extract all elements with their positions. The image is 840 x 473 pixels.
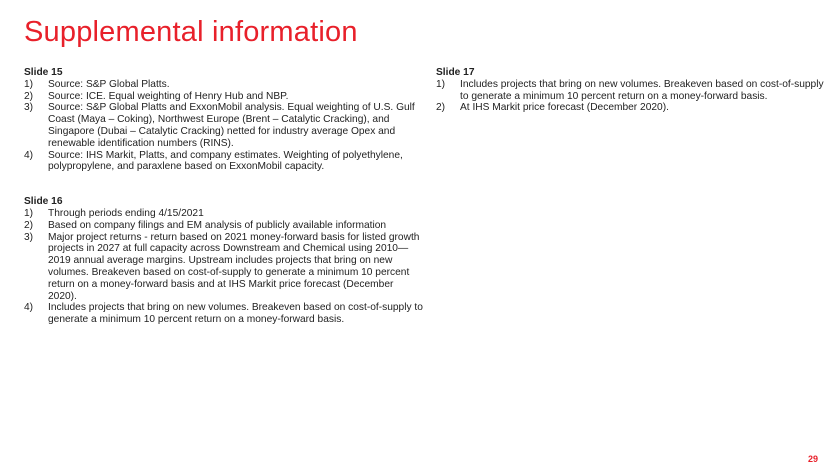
note-item <box>24 302 424 326</box>
note-item <box>24 208 424 220</box>
note-number: 3) <box>24 102 34 114</box>
note-number: 1) <box>436 78 446 90</box>
note-item <box>24 150 424 174</box>
note-item <box>436 102 826 114</box>
note-number: 2) <box>24 90 34 102</box>
note-item <box>436 79 826 103</box>
note-text: Source: S&P Global Platts and ExxonMobil analysis. Equal weighting of U.S. Gulf Coast (Maya – Coking), Northwest Europe (Brent – Catalytic Cracking), and Singapore (Dubai – Catalytic Cracking) netted for industry average Opex and renewable identification numbers (RINS). <box>48 102 415 149</box>
notes-list <box>436 79 826 114</box>
note-text: At IHS Markit price forecast (December 2020). <box>460 102 669 114</box>
section-slide-16 <box>24 196 424 326</box>
note-number: 4) <box>24 149 34 161</box>
right-column <box>436 67 826 137</box>
note-text: Includes projects that bring on new volumes. Breakeven based on cost-of-supply to generate a minimum 10 percent return on a money-forward basis. <box>48 302 423 326</box>
section-slide-15 <box>24 67 424 173</box>
note-text: Includes projects that bring on new volumes. Breakeven based on cost-of-supply to generate a minimum 10 percent return on a money-forward basis. <box>460 78 824 102</box>
note-number: 4) <box>24 302 34 314</box>
note-text: Based on company filings and EM analysis of publicly available information <box>48 219 387 231</box>
note-item <box>24 102 424 149</box>
note-item <box>24 91 424 103</box>
page-number: 29 <box>807 454 818 464</box>
page-title: Supplemental information <box>24 16 358 48</box>
note-text: Source: IHS Markit, Platts, and company estimates. Weighting of polyethylene, polypropylene, and paraxlene based on ExxonMobil capacity. <box>48 149 403 173</box>
note-number: 1) <box>24 207 34 219</box>
section-heading: Slide 15 <box>24 67 63 78</box>
left-column <box>24 67 424 349</box>
note-text: Major project returns - return based on 2021 money-forward basis for listed growth projects in 2027 at full capacity across Downstream and Chemical using 2010—2019 annual average margins. Upstream includes projects that bring on new volumes. Breakeven based on cost-of-supply to generate a minimum 10 percent return on a money-forward basis and at IHS Markit price forecast (December 2020). <box>48 231 420 302</box>
note-item <box>24 220 424 232</box>
notes-list <box>24 208 424 326</box>
section-heading: Slide 16 <box>24 196 63 208</box>
note-item <box>24 79 424 91</box>
note-number: 2) <box>24 219 34 231</box>
note-number: 2) <box>436 102 446 114</box>
note-text: Source: S&P Global Platts. <box>48 78 170 90</box>
note-number: 1) <box>24 78 34 90</box>
notes-list <box>24 79 424 173</box>
note-number: 3) <box>24 231 34 243</box>
section-slide-17 <box>436 67 826 114</box>
note-text: Through periods ending 4/15/2021 <box>48 207 204 219</box>
note-item <box>24 232 424 303</box>
section-heading: Slide 17 <box>436 67 475 78</box>
note-text: Source: ICE. Equal weighting of Henry Hub and NBP. <box>48 90 289 102</box>
